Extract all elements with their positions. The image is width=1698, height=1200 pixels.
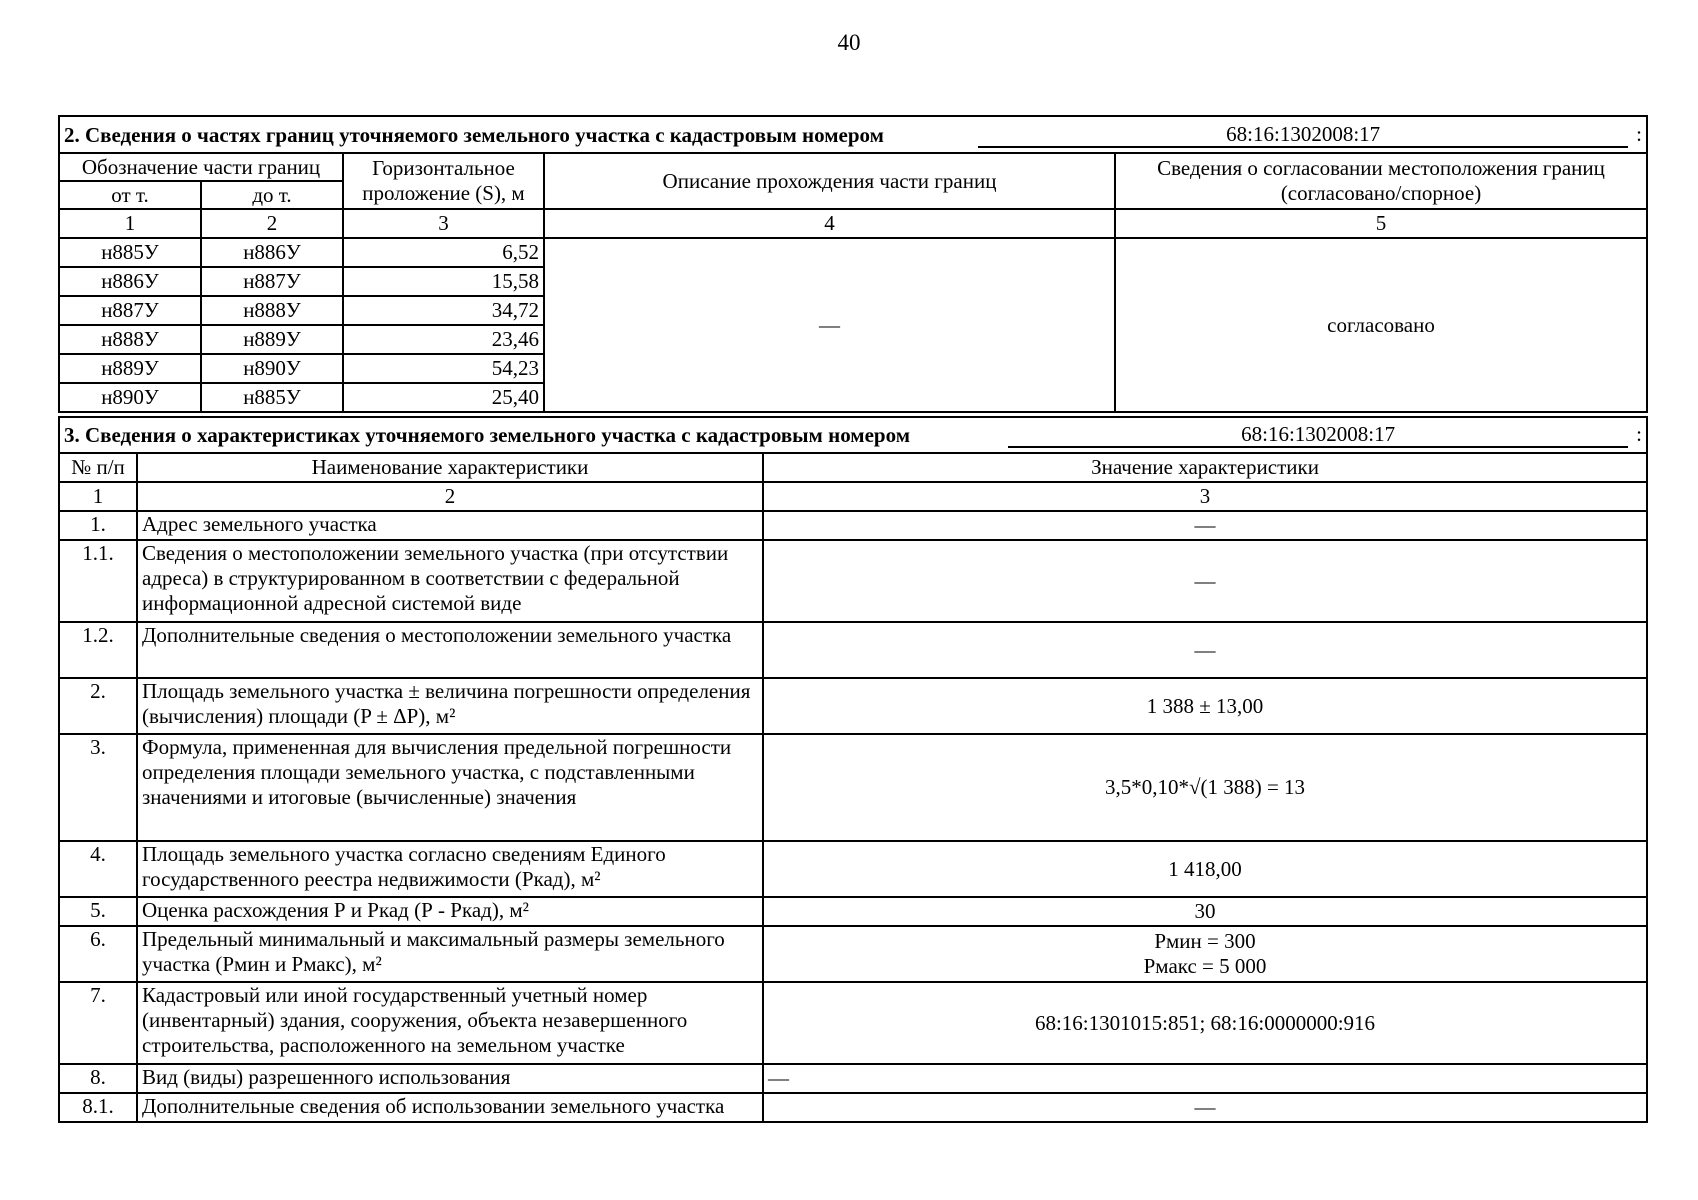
- table-row: [59, 1093, 1647, 1122]
- col-number: 4: [544, 209, 1115, 238]
- section2-cadastral-number: 68:16:1302008:17: [978, 122, 1628, 148]
- header-horizontal: Горизонтальное проложение (S), м: [343, 153, 544, 209]
- table-row: [59, 734, 1647, 841]
- header-from: от т.: [59, 181, 201, 209]
- characteristic-name: Сведения о местоположении земельного участка (при отсутствии адреса) в структурированном в соответствии с федеральной информационной адресной системой виде: [137, 540, 763, 622]
- col-number: 5: [1115, 209, 1647, 238]
- col-number: 1: [59, 209, 201, 238]
- characteristic-name: Дополнительные сведения об использовании земельного участка: [137, 1093, 763, 1122]
- point-from: н890У: [59, 383, 201, 412]
- section2-title: 2. Сведения о частях границ уточняемого земельного участка с кадастровым номером: [64, 122, 884, 147]
- table-row: [59, 841, 1647, 897]
- row-number: 1.2.: [59, 622, 137, 678]
- characteristic-value: —: [763, 1064, 1647, 1093]
- characteristic-name: Адрес земельного участка: [137, 511, 763, 540]
- point-to: н886У: [201, 238, 343, 267]
- header-value: Значение характеристики: [763, 453, 1647, 482]
- horizontal-distance: 54,23: [343, 354, 544, 383]
- row-number: 1.: [59, 511, 137, 540]
- characteristic-value: —: [763, 540, 1647, 622]
- col-number: 3: [343, 209, 544, 238]
- col-number: 2: [137, 482, 763, 511]
- description-value: —: [544, 238, 1115, 412]
- characteristic-name: Формула, примененная для вычисления предельной погрешности определения площади земельного участка, с подставленными значениями и итоговые (вычисленные) значения: [137, 734, 763, 841]
- point-from: н885У: [59, 238, 201, 267]
- point-to: н890У: [201, 354, 343, 383]
- characteristic-name: Площадь земельного участка согласно сведениям Единого государственного реестра недвижимости (Ркад), м²: [137, 841, 763, 897]
- characteristic-value: 30: [763, 897, 1647, 926]
- header-agreement: Сведения о согласовании местоположения границ (согласовано/спорное): [1115, 153, 1647, 209]
- point-from: н889У: [59, 354, 201, 383]
- row-number: 1.1.: [59, 540, 137, 622]
- table-row: [59, 678, 1647, 734]
- max-size-value: Рмакс = 5 000: [1143, 954, 1267, 978]
- table-row: [59, 238, 1647, 267]
- point-to: н885У: [201, 383, 343, 412]
- point-from: н888У: [59, 325, 201, 354]
- col-number: 2: [201, 209, 343, 238]
- section2-colon: :: [1636, 121, 1643, 146]
- section3-cadastral-number: 68:16:1302008:17: [1008, 422, 1628, 448]
- section2-title-row: [59, 116, 1647, 153]
- header-name: Наименование характеристики: [137, 453, 763, 482]
- point-to: н889У: [201, 325, 343, 354]
- header-num: № п/п: [59, 453, 137, 482]
- characteristic-value: 1 418,00: [763, 841, 1647, 897]
- characteristic-value: —: [763, 622, 1647, 678]
- row-number: 8.: [59, 1064, 137, 1093]
- characteristic-value: 68:16:1301015:851; 68:16:0000000:916: [763, 982, 1647, 1064]
- characteristic-value: —: [763, 511, 1647, 540]
- point-to: н887У: [201, 267, 343, 296]
- row-number: 4.: [59, 841, 137, 897]
- header-to: до т.: [201, 181, 343, 209]
- characteristic-value-pair: [763, 926, 1647, 982]
- header-description: Описание прохождения части границ: [544, 153, 1115, 209]
- row-number: 3.: [59, 734, 137, 841]
- col-number: 3: [763, 482, 1647, 511]
- section3-title-row: [59, 417, 1647, 453]
- table-row: [59, 622, 1647, 678]
- row-number: 5.: [59, 897, 137, 926]
- characteristic-name: Кадастровый или иной государственный учетный номер (инвентарный) здания, сооружения, объекта незавершенного строительства, расположенного на земельном участке: [137, 982, 763, 1064]
- table-row: [59, 982, 1647, 1064]
- horizontal-distance: 34,72: [343, 296, 544, 325]
- characteristic-value: —: [763, 1093, 1647, 1122]
- agreement-value: согласовано: [1115, 238, 1647, 412]
- row-number: 7.: [59, 982, 137, 1064]
- characteristic-value: 1 388 ± 13,00: [763, 678, 1647, 734]
- section3-title: 3. Сведения о характеристиках уточняемого земельного участка с кадастровым номером: [64, 423, 911, 447]
- characteristic-name: Вид (виды) разрешенного использования: [137, 1064, 763, 1093]
- horizontal-distance: 25,40: [343, 383, 544, 412]
- table-row: [59, 897, 1647, 926]
- col-number: 1: [59, 482, 137, 511]
- table-row: [59, 1064, 1647, 1093]
- point-from: н887У: [59, 296, 201, 325]
- point-from: н886У: [59, 267, 201, 296]
- characteristics-table: [58, 416, 1648, 1123]
- horizontal-distance: 15,58: [343, 267, 544, 296]
- row-number: 6.: [59, 926, 137, 982]
- boundary-parts-table: [58, 115, 1648, 413]
- page-number: 40: [837, 30, 861, 55]
- characteristic-value: 3,5*0,10*√(1 388) = 13: [763, 734, 1647, 841]
- section3-colon: :: [1636, 422, 1642, 446]
- characteristic-name: Площадь земельного участка ± величина погрешности определения (вычисления) площади (P ± ΔP), м²: [137, 678, 763, 734]
- characteristic-name: Оценка расхождения Р и Ркад (Р - Ркад), м²: [137, 897, 763, 926]
- row-number: 8.1.: [59, 1093, 137, 1122]
- table-row: [59, 926, 1647, 982]
- point-to: н888У: [201, 296, 343, 325]
- row-number: 2.: [59, 678, 137, 734]
- characteristic-name: Дополнительные сведения о местоположении земельного участка: [137, 622, 763, 678]
- horizontal-distance: 23,46: [343, 325, 544, 354]
- horizontal-distance: 6,52: [343, 238, 544, 267]
- min-size-value: Рмин = 300: [1154, 929, 1256, 953]
- table-row: [59, 511, 1647, 540]
- header-part-designation: Обозначение части границ: [59, 153, 343, 181]
- characteristic-name: Предельный минимальный и максимальный размеры земельного участка (Рмин и Рмакс), м²: [137, 926, 763, 982]
- table-row: [59, 540, 1647, 622]
